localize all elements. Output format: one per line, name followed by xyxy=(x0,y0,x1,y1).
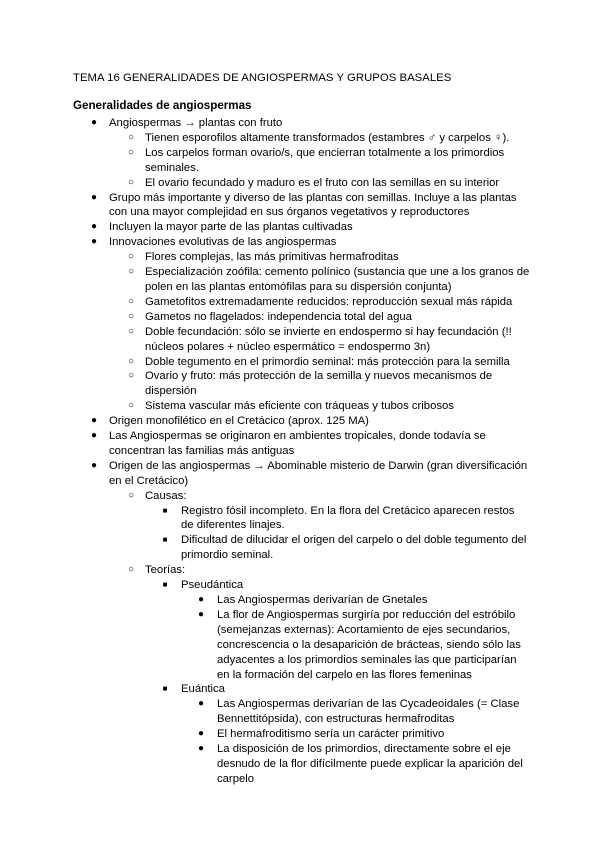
list-item-text: Gametos no flagelados: independencia total del agua xyxy=(145,310,412,323)
bullet-icon: ● xyxy=(90,117,98,128)
list-item-text: Angiospermas → plantas con fruto xyxy=(109,117,283,129)
list-item-text: Causas: xyxy=(145,489,187,502)
list-item xyxy=(0,459,600,489)
list-item xyxy=(0,697,600,727)
list-item-text: Doble tegumento en el primordio seminal: más protección para la semilla xyxy=(145,355,510,368)
list-item xyxy=(0,369,600,399)
list-item xyxy=(0,742,600,787)
list-item xyxy=(0,489,600,504)
list-item-text: Las Angiospermas derivarían de las Cycadeoidales (= Clase Bennettitópsida), con estructuras hermafroditas xyxy=(217,698,520,726)
bullet-icon: ■ xyxy=(162,535,168,545)
bullet-icon: ○ xyxy=(127,400,135,412)
bullet-icon: ○ xyxy=(127,131,135,143)
list-item xyxy=(0,429,600,459)
list-item xyxy=(0,578,600,593)
section-heading: Generalidades de angiospermas xyxy=(73,99,252,112)
bullet-icon: ■ xyxy=(162,580,168,590)
bullet-icon: ○ xyxy=(127,176,135,188)
list-item-text: El ovario fecundado y maduro es el fruto con las semillas en su interior xyxy=(145,176,500,189)
bullet-icon: ○ xyxy=(127,266,135,278)
bullet-icon: ■ xyxy=(162,505,168,515)
bullet-icon: ○ xyxy=(127,355,135,367)
list-item-text: Euántica xyxy=(181,683,225,696)
list-item-text: Pseudántica xyxy=(181,579,244,592)
list-item-text: Las Angiospermas se originaron en ambientes tropicales, donde todavía se concentran las familias más antiguas xyxy=(109,430,486,457)
bullet-icon: ○ xyxy=(127,146,135,158)
bullet-icon: ○ xyxy=(127,251,135,263)
bullet-icon: ● xyxy=(90,191,98,203)
list-item xyxy=(0,131,600,146)
list-item-text: Gametofitos extremadamente reducidos: reproducción sexual más rápida xyxy=(145,295,513,308)
list-item xyxy=(0,191,600,221)
list-item xyxy=(0,235,600,250)
list-item xyxy=(0,295,600,310)
list-item-text: Grupo más importante y diverso de las plantas con semillas. Incluye a las plantas con una mayor complejidad en sus órganos vegetativos y reproductores xyxy=(109,191,517,219)
list-item-text: Teorías: xyxy=(145,564,186,577)
list-item-text: Origen de las angiospermas → Abominable misterio de Darwin (gran diversificación en el Cretácico) xyxy=(109,459,528,487)
bullet-icon: ● xyxy=(90,236,98,248)
list-item xyxy=(0,310,600,325)
bullet-icon: ● xyxy=(197,698,205,710)
bullet-icon: ○ xyxy=(127,310,135,322)
bullet-icon: ● xyxy=(197,594,205,605)
bullet-icon: ● xyxy=(197,608,205,620)
list-item xyxy=(0,399,600,414)
list-item-text: El hermafroditismo sería un carácter primitivo xyxy=(217,728,445,741)
list-item-text: Origen monofilético en el Cretácico (aprox. 125 MA) xyxy=(109,415,369,428)
list-item-text: Flores complejas, las más primitivas hermafroditas xyxy=(145,251,399,264)
list-item xyxy=(0,593,600,608)
list-item xyxy=(0,116,600,131)
list-item xyxy=(0,176,600,191)
list-item-text: Tienen esporofilos altamente transformados (estambres ♂ y carpelos ♀). xyxy=(145,131,510,144)
bullet-icon: ● xyxy=(90,415,98,427)
list-item-text: Ovario y fruto: más protección de la semilla y nuevos mecanismos de dispersión xyxy=(145,370,493,398)
list-item xyxy=(0,682,600,697)
list-item xyxy=(0,250,600,265)
list-item xyxy=(0,265,600,295)
list-item xyxy=(0,220,600,235)
list-item xyxy=(0,325,600,355)
bullet-icon: ○ xyxy=(127,564,135,576)
bullet-icon: ● xyxy=(90,221,98,233)
list-item-text: Dificultad de dilucidar el origen del carpelo o del doble tegumento del primordio seminal. xyxy=(181,534,527,562)
list-item-text: Sistema vascular más eficiente con tráqueas y tubos cribosos xyxy=(145,400,454,413)
list-item xyxy=(0,146,600,176)
document-title: TEMA 16 GENERALIDADES DE ANGIOSPERMAS Y GRUPOS BASALES xyxy=(73,72,452,84)
list-item-text: Incluyen la mayor parte de las plantas cultivadas xyxy=(109,221,353,234)
bullet-icon: ○ xyxy=(127,295,135,307)
list-item-text: Las Angiospermas derivarían de Gnetales xyxy=(217,594,428,606)
list-item-text: Los carpelos forman ovario/s, que encierran totalmente a los primordios seminales. xyxy=(145,146,505,174)
list-item xyxy=(0,727,600,742)
list-item-text: La flor de Angiospermas surgiría por reducción del estróbilo (semejanzas externas): Acortamiento de ejes secundarios, concrescencia o la desaparición de brácteas, siendo sólo las adyacentes a los primordios seminales las que participarían en la formación del carpelo en las flores femeninas xyxy=(217,608,521,681)
list-item-text: Doble fecundación: sólo se invierte en endospermo si hay fecundación (!! núcleos polares + núcleo espermático = endospermo 3n) xyxy=(145,325,512,353)
list-item xyxy=(0,355,600,370)
bullet-icon: ○ xyxy=(127,370,135,382)
bullet-icon: ○ xyxy=(127,325,135,337)
bullet-icon: ● xyxy=(90,459,98,471)
list-item-text: Registro fósil incompleto. En la flora del Cretácico aparecen restos de diferentes linajes. xyxy=(181,504,515,532)
outline-list xyxy=(0,116,600,787)
bullet-icon: ● xyxy=(197,728,205,740)
bullet-icon: ■ xyxy=(162,684,168,694)
list-item-text: Especialización zoófila: cemento polínico (sustancia que une a los granos de polen en las plantas entomófilas para su dispersión conjunta) xyxy=(145,266,530,293)
list-item xyxy=(0,533,600,563)
list-item-text: La disposición de los primordios, directamente sobre el eje desnudo de la flor difícilmente puede explicar la aparición del carpelo xyxy=(217,743,523,785)
list-item-text: Innovaciones evolutivas de las angiospermas xyxy=(109,236,337,249)
bullet-icon: ○ xyxy=(127,489,135,501)
bullet-icon: ● xyxy=(90,430,98,442)
list-item xyxy=(0,608,600,683)
bullet-icon: ● xyxy=(197,743,205,755)
list-item xyxy=(0,504,600,534)
list-item xyxy=(0,563,600,578)
list-item xyxy=(0,414,600,429)
